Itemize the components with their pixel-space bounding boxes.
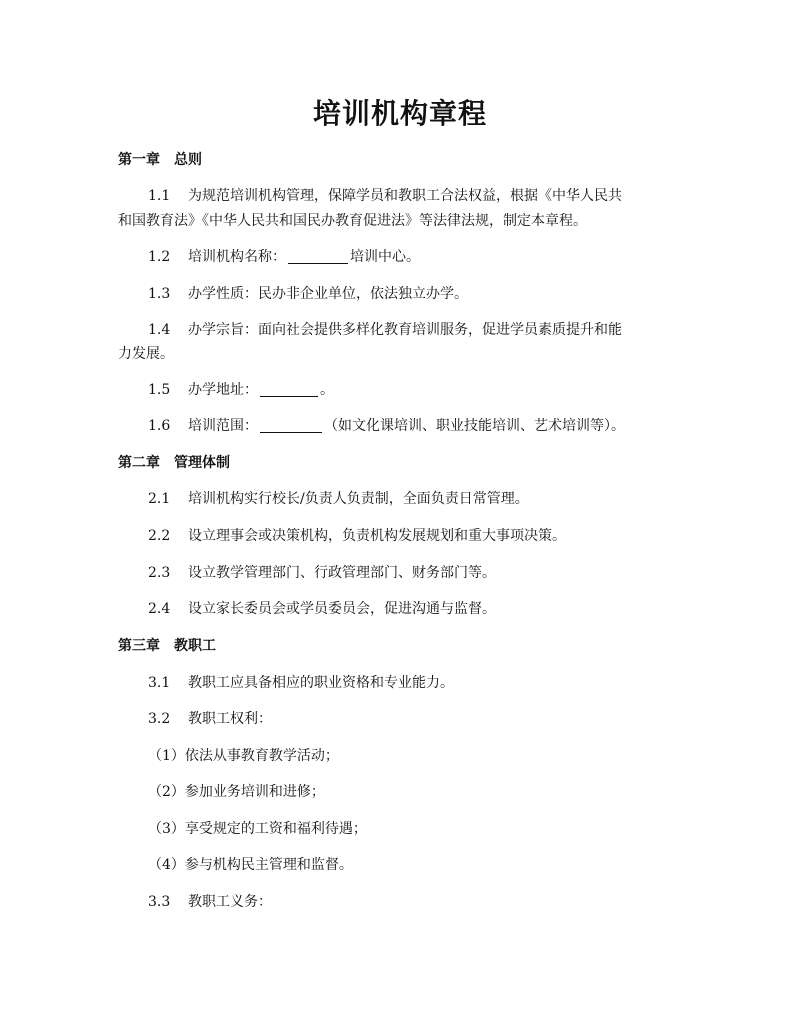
clause-number: 3.2 bbox=[148, 711, 171, 727]
clause-number: 2.3 bbox=[148, 565, 171, 581]
clause-number: 2.2 bbox=[148, 528, 171, 544]
clause-text: 教职工权利： bbox=[188, 711, 272, 727]
clause-1-6 bbox=[148, 414, 718, 438]
rights-item-2: （2）参加业务培训和进修； bbox=[148, 784, 325, 800]
clause-1-4-line-1 bbox=[148, 318, 718, 342]
document-title: 培训机构章程 bbox=[312, 97, 487, 130]
clause-text: 教职工义务： bbox=[188, 894, 272, 910]
clause-number: 1.3 bbox=[148, 286, 171, 302]
clause-2-2 bbox=[148, 524, 718, 548]
clause-2-3 bbox=[148, 561, 718, 585]
chapter-2-heading: 第二章 管理体制 bbox=[118, 455, 230, 471]
clause-number: 3.1 bbox=[148, 675, 171, 691]
clause-text: 设立家长委员会或学员委员会，促进沟通与监督。 bbox=[188, 601, 496, 617]
clause-text: 办学宗旨：面向社会提供多样化教育培训服务，促进学员素质提升和能 bbox=[188, 322, 622, 338]
clause-text: 为规范培训机构管理，保障学员和教职工合法权益，根据《中华人民共 bbox=[188, 188, 622, 204]
clause-1-1-line-2: 和国教育法》《中华人民共和国民办教育促进法》等法律法规，制定本章程。 bbox=[118, 213, 587, 229]
fill-in-blank bbox=[288, 249, 348, 264]
clause-2-1 bbox=[148, 487, 718, 511]
clause-text: 设立理事会或决策机构，负责机构发展规划和重大事项决策。 bbox=[188, 528, 566, 544]
clause-number: 1.5 bbox=[148, 382, 171, 398]
clause-text-suffix: （如文化课培训、职业技能培训、艺术培训等）。 bbox=[324, 418, 625, 434]
clause-number: 2.4 bbox=[148, 601, 171, 617]
fill-in-blank bbox=[260, 418, 322, 433]
clause-number: 1.1 bbox=[148, 188, 171, 204]
clause-3-1 bbox=[148, 671, 718, 695]
rights-item-3: （3）享受规定的工资和福利待遇； bbox=[148, 821, 367, 837]
clause-1-1-line-1 bbox=[148, 184, 718, 208]
clause-number: 2.1 bbox=[148, 491, 171, 507]
rights-item-1: （1）依法从事教育教学活动； bbox=[148, 748, 339, 764]
clause-text: 办学性质：民办非企业单位，依法独立办学。 bbox=[188, 286, 468, 302]
fill-in-blank bbox=[260, 382, 318, 397]
clause-number: 1.4 bbox=[148, 322, 171, 338]
clause-number: 3.3 bbox=[148, 894, 171, 910]
clause-text: 培训范围： bbox=[188, 418, 258, 434]
clause-text: 办学地址： bbox=[188, 382, 258, 398]
clause-2-4 bbox=[148, 597, 718, 621]
clause-text-suffix: 培训中心。 bbox=[350, 249, 420, 265]
rights-item-4: （4）参与机构民主管理和监督。 bbox=[148, 857, 353, 873]
clause-text-suffix: 。 bbox=[320, 382, 334, 398]
clause-text: 培训机构实行校长/负责人负责制，全面负责日常管理。 bbox=[188, 491, 529, 507]
clause-1-3 bbox=[148, 282, 718, 306]
clause-3-2 bbox=[148, 707, 718, 731]
clause-text: 培训机构名称： bbox=[188, 249, 286, 265]
chapter-1-heading: 第一章 总则 bbox=[118, 152, 202, 168]
clause-number: 1.6 bbox=[148, 418, 171, 434]
clause-3-3 bbox=[148, 890, 718, 914]
chapter-3-heading: 第三章 教职工 bbox=[118, 638, 216, 654]
clause-text: 设立教学管理部门、行政管理部门、财务部门等。 bbox=[188, 565, 496, 581]
clause-text: 教职工应具备相应的职业资格和专业能力。 bbox=[188, 675, 454, 691]
clause-number: 1.2 bbox=[148, 249, 171, 265]
clause-1-5 bbox=[148, 378, 718, 402]
clause-1-2 bbox=[148, 245, 718, 269]
clause-1-4-line-2: 力发展。 bbox=[118, 346, 174, 362]
